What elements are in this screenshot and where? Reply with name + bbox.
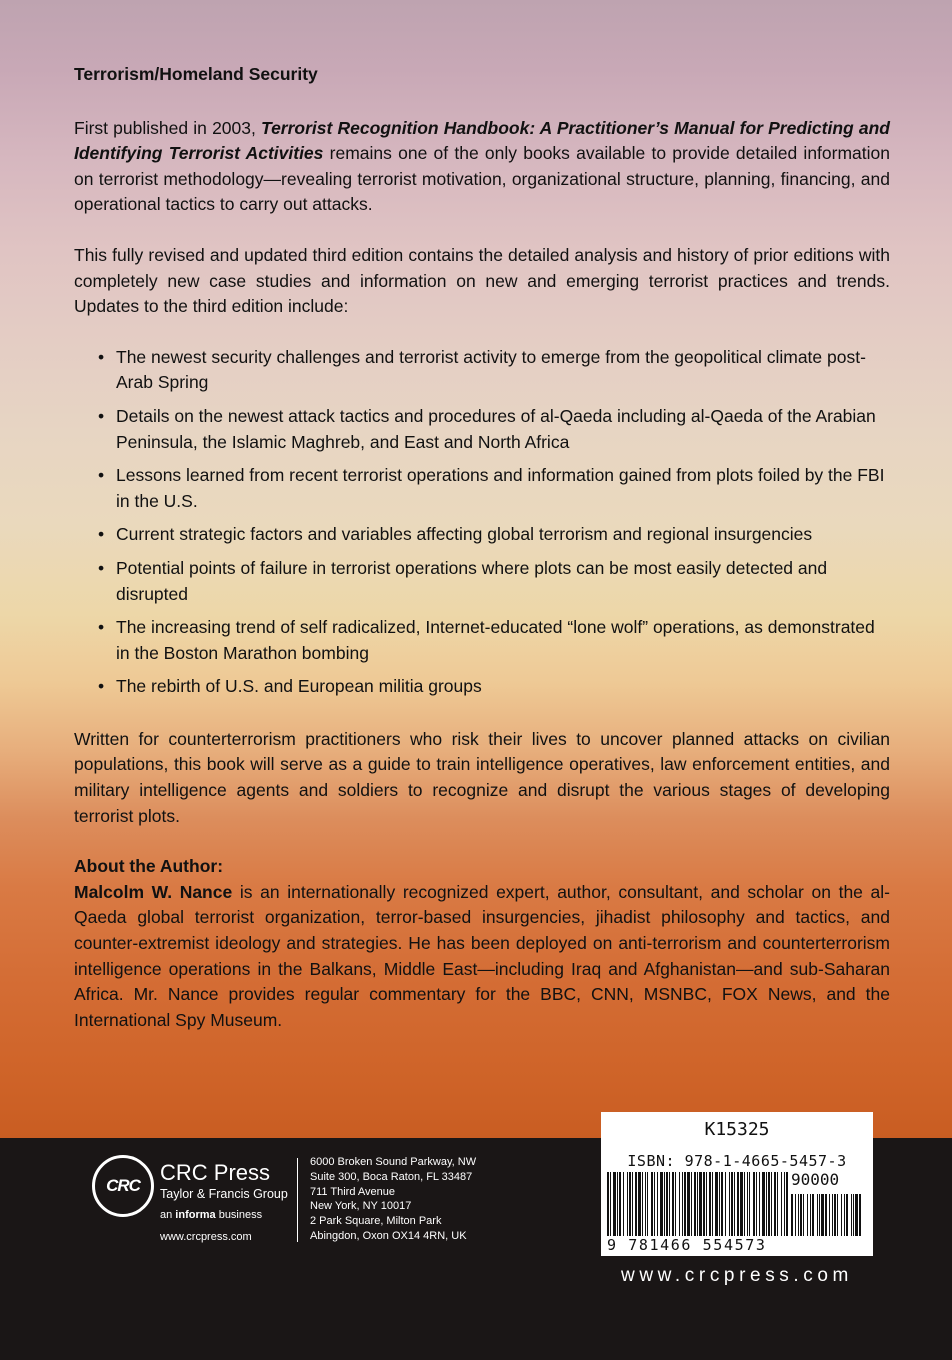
barcode-stripe — [617, 1172, 618, 1236]
barcode-stripe — [610, 1172, 611, 1236]
intro-rest: remains one of the only books available to provide detailed information on terrorist methodology—revealing terrorist motivation, organizational structure, planning, financing, and operational tactics to carry out attacks. — [74, 143, 890, 215]
barcode-stripe — [803, 1194, 804, 1236]
barcode-stripe — [759, 1172, 760, 1236]
barcode-stripe — [638, 1172, 641, 1236]
barcode-stripe — [795, 1194, 796, 1236]
barcode-stripe — [613, 1172, 616, 1236]
barcode-stripe — [800, 1194, 802, 1236]
list-item: • The newest security challenges and terrorist activity to emerge from the geopolitical climate post-Arab Spring — [98, 345, 890, 396]
address-line: 6000 Broken Sound Parkway, NW — [310, 1156, 477, 1168]
barcode-stripe — [635, 1172, 637, 1236]
barcode-stripe — [647, 1172, 648, 1236]
author-bio-text: is an internationally recognized expert, author, consultant, and scholar on the al-Qaeda global terrorist organization, terror-based insurgencies, jihadist philosophy and tactics, and counter-extremist ideology and strategies. He has been deployed on anti-terrorism and counterterrorism intelligence operations in the Balkans, Middle East—including Iraq and Afghanistan—and sub-Saharan Africa. Mr. Nance provides regular commentary for the BBC, CNN, MSNBC, FOX News, and the International Spy Museum. — [74, 881, 890, 1030]
barcode-stripe — [825, 1194, 827, 1236]
intro-lead: First published in 2003, — [74, 117, 262, 138]
barcode-stripe — [744, 1172, 745, 1236]
barcode-stripe — [715, 1172, 718, 1236]
barcode-stripe — [791, 1194, 793, 1236]
barcode-stripe — [697, 1172, 698, 1236]
divider — [297, 1158, 298, 1242]
barcode-stripe — [669, 1172, 670, 1236]
barcode-stripe — [817, 1194, 818, 1236]
informa-prefix: an — [160, 1209, 176, 1221]
barcode-stripe — [651, 1172, 653, 1236]
barcode-stripe — [821, 1194, 824, 1236]
barcode-stripe — [664, 1172, 665, 1236]
about-heading: About the Author: — [74, 856, 224, 877]
barcode-stripe — [829, 1194, 830, 1236]
author-bio — [74, 880, 890, 1034]
barcode-stripe — [719, 1172, 720, 1236]
address-line: Suite 300, Boca Raton, FL 33487 — [310, 1170, 473, 1183]
barcode-stripe — [774, 1172, 776, 1236]
barcode-stripe — [762, 1172, 765, 1236]
barcode-stripe — [642, 1172, 643, 1236]
address-line: 2 Park Square, Milton Park — [310, 1215, 442, 1228]
barcode-stripe — [851, 1194, 852, 1236]
barcode-stripe — [619, 1172, 621, 1236]
crc-logo-icon: CRC — [92, 1155, 154, 1217]
barcode-stripe — [819, 1194, 820, 1236]
barcode-stripe — [691, 1172, 692, 1236]
publisher-brand — [160, 1160, 288, 1246]
barcode-stripe — [740, 1172, 743, 1236]
barcode-stripe — [753, 1172, 755, 1236]
list-item: • Current strategic factors and variables affecting global terrorism and regional insurgencies — [98, 522, 890, 548]
barcode-stripe — [756, 1172, 757, 1236]
barcode-stripe — [812, 1194, 814, 1236]
barcode-panel — [601, 1112, 873, 1256]
barcode-stripe — [729, 1172, 730, 1236]
barcode-stripe — [654, 1172, 655, 1236]
audience-paragraph: Written for counterterrorism practitioners who risk their lives to uncover planned attacks on civilian populations, this book will serve as a guide to train intelligence operatives, law enforcement entities, and military intelligence agents and soldiers to recognize and disrupt the various stages of developing terrorist plots. — [74, 728, 890, 826]
publisher-name: CRC Press — [160, 1160, 271, 1185]
barcode-stripe — [721, 1172, 723, 1236]
list-item: • Lessons learned from recent terrorist operations and information gained from plots foiled by the FBI in the U.S. — [98, 463, 890, 514]
barcode-stripe — [768, 1172, 770, 1236]
publisher-url: www.crcpress.com — [160, 1231, 252, 1243]
barcode-stripe — [781, 1172, 782, 1236]
barcode-stripe — [725, 1172, 726, 1236]
barcode-stripe — [798, 1194, 799, 1236]
list-item: • Details on the newest attack tactics and procedures of al-Qaeda including al-Qaeda of the Arabian Peninsula, the Islamic Maghreb, and East and North Africa — [98, 404, 890, 455]
barcode-stripe — [694, 1172, 696, 1236]
barcode-stripe — [859, 1194, 861, 1236]
informa-suffix: business — [215, 1209, 263, 1221]
list-item: • The increasing trend of self radicalized, Internet-educated “lone wolf” operations, as demonstrated in the Boston Marathon bombing — [98, 615, 890, 666]
barcode-stripe — [855, 1194, 858, 1236]
barcode-stripe — [679, 1172, 680, 1236]
barcode-stripe — [660, 1172, 663, 1236]
barcode-stripe — [675, 1172, 676, 1236]
barcode-stripe — [834, 1194, 836, 1236]
catalog-code: K15325 — [704, 1119, 770, 1140]
barcode-stripe — [645, 1172, 646, 1236]
barcode-stripe — [623, 1172, 624, 1236]
barcode-stripe — [632, 1172, 633, 1236]
barcode-stripe — [734, 1172, 735, 1236]
barcode-stripe — [627, 1172, 628, 1236]
barcode-stripe — [777, 1172, 778, 1236]
list-item: • The rebirth of U.S. and European militia groups — [98, 674, 890, 700]
barcode-stripe — [709, 1172, 711, 1236]
barcode-stripe — [731, 1172, 733, 1236]
address-line: 711 Third Avenue — [310, 1185, 396, 1198]
barcode-stripe — [771, 1172, 772, 1236]
barcode-stripe — [703, 1172, 705, 1236]
barcode-stripe — [607, 1172, 609, 1236]
barcode-stripe — [749, 1172, 750, 1236]
barcode-stripe — [810, 1194, 811, 1236]
address-line: New York, NY 10017 — [310, 1200, 412, 1213]
barcode-stripe — [682, 1172, 683, 1236]
isbn-number: ISBN: 978-1-4665-5457-3 — [627, 1152, 847, 1170]
barcode-stripe — [706, 1172, 707, 1236]
category-label: Terrorism/Homeland Security — [74, 64, 318, 84]
book-title: Terrorist Recognition Handbook: A Practitioner’s Manual for Predicting and Identifying Terrorist Activities — [74, 117, 890, 164]
informa-line — [160, 1206, 288, 1224]
barcode-stripe — [737, 1172, 739, 1236]
barcode-stripe — [832, 1194, 833, 1236]
barcode-stripe — [786, 1172, 788, 1236]
edition-paragraph: This fully revised and updated third edition contains the detailed analysis and history of prior editions with completely new case studies and information on new and emerging terrorist practices and trends. Updates to the third edition include: — [74, 244, 890, 317]
barcode-stripe — [699, 1172, 702, 1236]
barcode-stripe — [712, 1172, 713, 1236]
barcode-stripe — [687, 1172, 690, 1236]
barcode-stripe — [784, 1172, 785, 1236]
barcode-stripe — [837, 1194, 838, 1236]
ean-digits: 9 781466 554573 — [607, 1236, 767, 1254]
back-cover-text — [74, 62, 890, 1058]
barcode-stripe — [747, 1172, 748, 1236]
barcode-stripe — [629, 1172, 631, 1236]
barcode-stripe — [657, 1172, 658, 1236]
barcode-stripe — [853, 1194, 854, 1236]
publisher-group: Taylor & Francis Group — [160, 1187, 288, 1201]
author-name: Malcolm W. Nance — [74, 881, 233, 902]
address-line: Abingdon, Oxon OX14 4RN, UK — [310, 1229, 467, 1242]
intro-paragraph — [74, 116, 890, 218]
price-addon: 90000 — [791, 1170, 840, 1189]
barcode-stripe — [766, 1172, 767, 1236]
barcode-stripe — [841, 1194, 842, 1236]
barcode-stripe — [844, 1194, 845, 1236]
list-item: • Potential points of failure in terrorist operations where plots can be most easily detected and disrupted — [98, 556, 890, 607]
barcode-stripe — [807, 1194, 808, 1236]
barcode-stripe — [672, 1172, 674, 1236]
publisher-addresses — [310, 1155, 476, 1244]
website-url: www.crcpress.com — [621, 1265, 853, 1286]
barcode-stripe — [846, 1194, 848, 1236]
informa-bold: informa — [175, 1209, 216, 1221]
barcode-stripe — [666, 1172, 668, 1236]
barcode-stripe — [684, 1172, 686, 1236]
updates-list — [74, 345, 890, 700]
